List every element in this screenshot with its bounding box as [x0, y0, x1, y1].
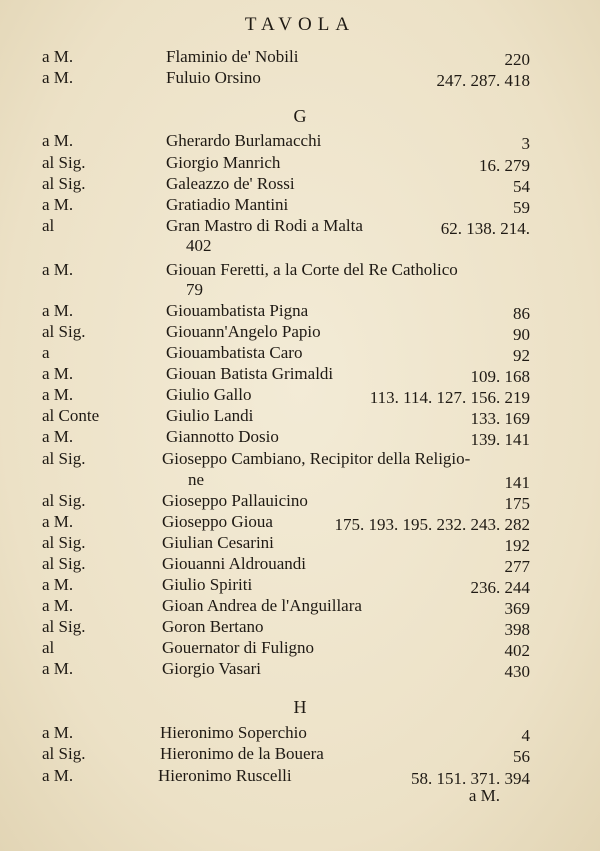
entry-name: Gioseppo Cambiano, Recipitor della Religio-: [162, 449, 471, 468]
entry-name: Giorgio Vasari: [162, 659, 262, 678]
entry-pages: 369: [504, 599, 530, 618]
entry-name: Giouanni Aldrouandi: [162, 554, 307, 573]
entry-salutation: a M.: [42, 723, 74, 742]
entry-continuation: 402: [186, 236, 212, 255]
entry-pages: 402: [504, 641, 530, 660]
entry-salutation: a: [42, 343, 50, 362]
entry-salutation: a M.: [42, 364, 74, 383]
entry-pages: 86: [513, 304, 530, 323]
index-entry: [0, 342, 600, 363]
index-entry: [0, 658, 600, 679]
entry-salutation: al Sig.: [42, 449, 86, 468]
entry-name: Giannotto Dosio: [166, 427, 279, 446]
index-entry: [0, 426, 600, 447]
entry-salutation: al: [42, 638, 55, 657]
entry-pages: 398: [504, 620, 530, 639]
entry-pages: 277: [504, 557, 530, 576]
entry-pages: 56: [513, 747, 530, 766]
entry-pages: 175. 193. 195. 232. 243. 282: [334, 515, 530, 534]
entry-name: Fuluio Orsino: [166, 68, 261, 87]
entry-pages: 59: [513, 198, 530, 217]
entry-salutation: a M.: [42, 596, 74, 615]
section-letter-g: G: [293, 106, 307, 126]
index-entry: [0, 532, 600, 553]
index-entry: [0, 405, 600, 426]
entry-pages: 54: [513, 177, 530, 196]
entry-pages: 62. 138. 214.: [440, 219, 530, 238]
index-entry: [0, 553, 600, 574]
entry-name: Goron Bertano: [162, 617, 264, 636]
entry-name: Flaminio de' Nobili: [166, 47, 299, 66]
section-letter-h: H: [293, 697, 307, 717]
entry-pages: 109. 168: [470, 367, 530, 386]
entry-name: Hieronimo de la Bouera: [160, 744, 324, 763]
index-entry: [0, 448, 600, 469]
entry-salutation: a M.: [42, 47, 74, 66]
entry-name: Giouan Feretti, a la Corte del Re Catholico: [166, 260, 458, 279]
entry-salutation: a M.: [42, 659, 74, 678]
entry-salutation: a M.: [42, 766, 74, 785]
entry-salutation: al Sig.: [42, 533, 86, 552]
entry-salutation: a M.: [42, 575, 74, 594]
entry-pages: 58. 151. 371. 394: [411, 769, 530, 788]
index-entry: [0, 173, 600, 194]
entry-pages: 141: [504, 473, 530, 492]
index-entry: [0, 765, 600, 786]
index-entry: [0, 616, 600, 637]
entry-salutation: al Sig.: [42, 744, 86, 763]
entry-pages: 4: [521, 726, 530, 745]
entry-pages: 430: [504, 662, 530, 681]
entry-salutation: a M.: [42, 301, 74, 320]
entry-name: Giouambatista Caro: [166, 343, 303, 362]
index-entry: [0, 490, 600, 511]
index-entry: [0, 67, 600, 88]
index-entry-continuation: [0, 469, 600, 490]
entry-continuation: 79: [186, 280, 203, 299]
entry-salutation: al Sig.: [42, 617, 86, 636]
entry-pages: 247. 287. 418: [436, 71, 530, 90]
entry-pages: 139. 141: [470, 430, 530, 449]
entry-name: Giouambatista Pigna: [166, 301, 309, 320]
entry-name: Hieronimo Ruscelli: [158, 766, 292, 785]
index-entry: [0, 637, 600, 658]
entry-salutation: al Sig.: [42, 153, 86, 172]
entry-name: Gioseppo Gioua: [162, 512, 273, 531]
index-entry: [0, 511, 600, 532]
entry-name: Giulian Cesarini: [162, 533, 274, 552]
entry-pages: 3: [521, 134, 530, 153]
index-entry: [0, 194, 600, 215]
index-entry: [0, 321, 600, 342]
index-entry: [0, 363, 600, 384]
catchword: a M.: [468, 786, 500, 805]
entry-pages: 133. 169: [470, 409, 530, 428]
entry-name: Hieronimo Soperchio: [160, 723, 307, 742]
entry-pages: 92: [513, 346, 530, 365]
index-entry: [0, 743, 600, 764]
index-entry: [0, 215, 600, 236]
entry-name: Giouann'Angelo Papio: [166, 322, 321, 341]
index-entry: [0, 300, 600, 321]
index-entry: [0, 384, 600, 405]
index-entry: [0, 574, 600, 595]
entry-name: Gratiadio Mantini: [166, 195, 289, 214]
entry-name: Gioseppo Pallauicino: [162, 491, 308, 510]
entry-salutation: a M.: [42, 512, 74, 531]
entry-salutation: a M.: [42, 195, 74, 214]
entry-pages: 220: [504, 50, 530, 69]
page-header: TAVOLA: [244, 14, 356, 35]
entry-name: Giulio Gallo: [166, 385, 252, 404]
entry-salutation: al Sig.: [42, 554, 86, 573]
entry-salutation: a M.: [42, 68, 74, 87]
entry-salutation: al: [42, 216, 55, 235]
entry-continuation: ne: [188, 470, 205, 489]
entry-pages: 16. 279: [479, 156, 530, 175]
index-entry: [0, 595, 600, 616]
entry-salutation: al Sig.: [42, 491, 86, 510]
entry-pages: 175: [504, 494, 530, 513]
entry-name: Gouernator di Fuligno: [162, 638, 315, 657]
entry-name: Gran Mastro di Rodi a Malta: [166, 216, 363, 235]
entry-name: Gherardo Burlamacchi: [166, 131, 322, 150]
entry-name: Giulio Landi: [166, 406, 254, 425]
entry-salutation: a M.: [42, 260, 74, 279]
entry-salutation: a M.: [42, 131, 74, 150]
entry-pages: 90: [513, 325, 530, 344]
index-entry: [0, 130, 600, 151]
entry-name: Galeazzo de' Rossi: [166, 174, 295, 193]
index-entry: [0, 259, 600, 280]
entry-pages: 192: [504, 536, 530, 555]
entry-name: Gioan Andrea de l'Anguillara: [162, 596, 362, 615]
entry-salutation: al Sig.: [42, 174, 86, 193]
index-entry: [0, 722, 600, 743]
entry-salutation: al Conte: [42, 406, 100, 425]
entry-salutation: a M.: [42, 385, 74, 404]
entry-pages: 113. 114. 127. 156. 219: [369, 388, 530, 407]
index-entry: [0, 46, 600, 67]
entry-pages: 236. 244: [470, 578, 530, 597]
entry-name: Giulio Spiriti: [162, 575, 253, 594]
index-entry: [0, 152, 600, 173]
entry-salutation: a M.: [42, 427, 74, 446]
entry-name: Giorgio Manrich: [166, 153, 281, 172]
entry-salutation: al Sig.: [42, 322, 86, 341]
entry-name: Giouan Batista Grimaldi: [166, 364, 334, 383]
